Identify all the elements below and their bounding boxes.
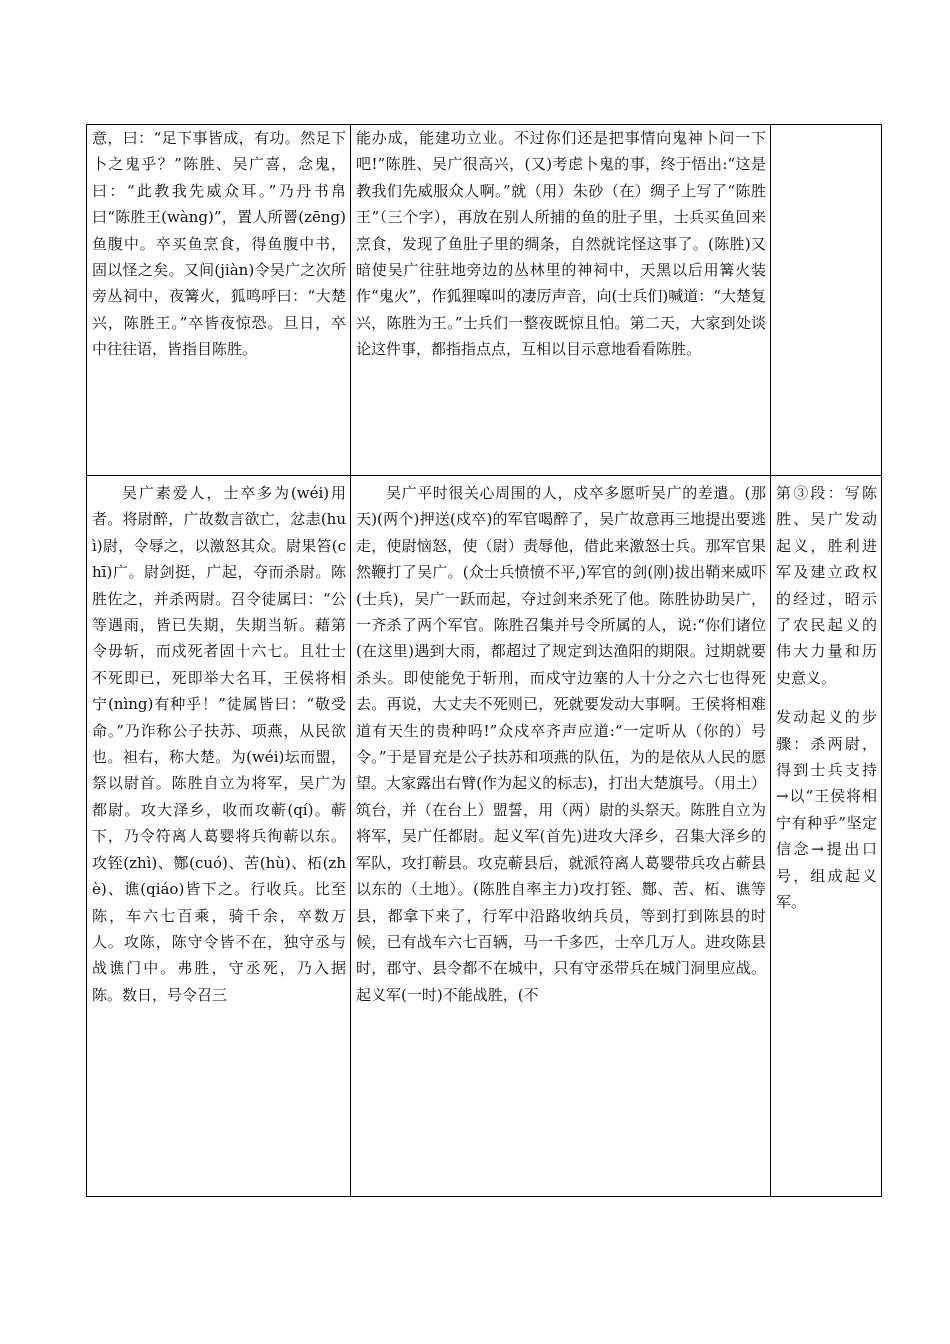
original-text-cell: 意，曰：“足下事皆成，有功。然足下卜之鬼乎？”陈胜、吴广喜，念鬼，曰：“此教我先威众耳。”乃丹书帛曰“陈胜王(wàng)”，置人所罾(zēng)鱼腹中。卒买鱼烹食，得鱼腹中书，固以怪之矣。又间(jiàn)令吴广之次所旁丛祠中，夜篝火，狐鸣呼曰：“大楚兴，陈胜王。”卒皆夜惊恐。旦日，卒中往往语，皆指目陈胜。 bbox=[87, 125, 351, 476]
notes-cell bbox=[771, 125, 882, 476]
text-table bbox=[86, 124, 882, 1197]
paragraph-summary-note: 第③段：写陈胜、吴广发动起义，胜利进军及建立政权的经过，昭示了农民起义的伟大力量和历史意义。 bbox=[776, 484, 877, 687]
original-text-cell: 吴广素爱人，士卒多为(wéi)用者。将尉醉，广故数言欲亡，忿恚(huì)尉，令辱之，以激怒其众。尉果笞(chī)广。尉剑挺，广起，夺而杀尉。陈胜佐之，并杀两尉。召令徒属曰：“公等遇雨，皆已失期，失期当斩。藉第令毋斩，而戍死者固十六七。且壮士不死即已，死即举大名耳，王侯将相宁(nìng)有种乎！”徒属皆曰：“敬受命。”乃诈称公子扶苏、项燕，从民欲也。袒右，称大楚。为(wéi)坛而盟，祭以尉首。陈胜自立为将军，吴广为都尉。攻大泽乡，收而攻蕲(qí)。蕲下，乃令符离人葛婴将兵徇蕲以东。攻铚(zhì)、酂(cuó)、苦(hù)、柘(zhè)、谯(qiáo)皆下之。行收兵。比至陈，车六七百乘，骑千余，卒数万人。攻陈，陈守令皆不在，独守丞与战谯门中。弗胜，守丞死，乃入据陈。数日，号令召三 bbox=[87, 476, 351, 1197]
translation-cell: 能办成，能建功立业。不过你们还是把事情向鬼神卜问一下吧!”陈胜、吴广很高兴，(又)考虑卜鬼的事，终于悟出:“这是教我们先威服众人啊。”就（用）朱砂（在）绸子上写了“陈胜王”（三个字），再放在别人所捕的鱼的肚子里，士兵买鱼回来烹食，发现了鱼肚子里的绸条，自然就诧怪这事了。(陈胜)又暗使吴广往驻地旁边的丛林里的神祠中，天黑以后用篝火装作“鬼火”，作狐狸嗥叫的凄厉声音，向(士兵们)喊道：“大楚复兴，陈胜为王。”士兵们一整夜既惊且怕。第二天，大家到处谈论这件事，都指指点点，互相以目示意地看看陈胜。 bbox=[351, 125, 771, 476]
table-row bbox=[87, 476, 882, 1197]
table-row bbox=[87, 125, 882, 476]
uprising-steps-note: 发动起义的步骤：杀两尉，得到士兵支持→以“王侯将相宁有种乎”坚定信念→提出口号，组成起义军。 bbox=[776, 708, 877, 912]
translation-cell: 吴广平时很关心周围的人，戍卒多愿听吴广的差遣。(那天)(两个)押送(戍卒)的军官喝醉了，吴广故意再三地提出要逃走，使尉恼怒，使（尉）责辱他，借此来激怒士兵。那军官果然鞭打了吴广。(众士兵愤愤不平,)军官的剑(刚)拔出鞘来威吓(士兵)，吴广一跃而起，夺过剑来杀死了他。陈胜协助吴广，一齐杀了两个军官。陈胜召集并号令所属的人，说:“你们诸位(在这里)遇到大雨，都超过了规定到达渔阳的期限。过期就要杀头。即使能免于斩刑，而戍守边塞的人十分之六七也得死去。再说，大丈夫不死则已，死就要发动大事啊。王侯将相难道有天生的贵种吗!”众戍卒齐声应道:“一定听从（你的）号令。”于是冒充是公子扶苏和项燕的队伍，为的是依从人民的愿望。大家露出右臂(作为起义的标志)，打出大楚旗号。（用土）筑台，并（在台上）盟誓，用（两）尉的头祭天。陈胜自立为将军，吴广任都尉。起义军(首先)进攻大泽乡，召集大泽乡的军队，攻打蕲县。攻克蕲县后，就派符离人葛婴带兵攻占蕲县以东的（土地）。(陈胜自率主力)攻打铚、酂、苦、柘、谯等县，都拿下来了，行军中沿路收纳兵员，等到打到陈县的时候，已有战车六七百辆，马一千多匹，士卒几万人。进攻陈县时，郡守、县令都不在城中，只有守丞带兵在城门洞里应战。起义军(一时)不能战胜，(不 bbox=[351, 476, 771, 1197]
notes-cell bbox=[771, 476, 882, 1197]
